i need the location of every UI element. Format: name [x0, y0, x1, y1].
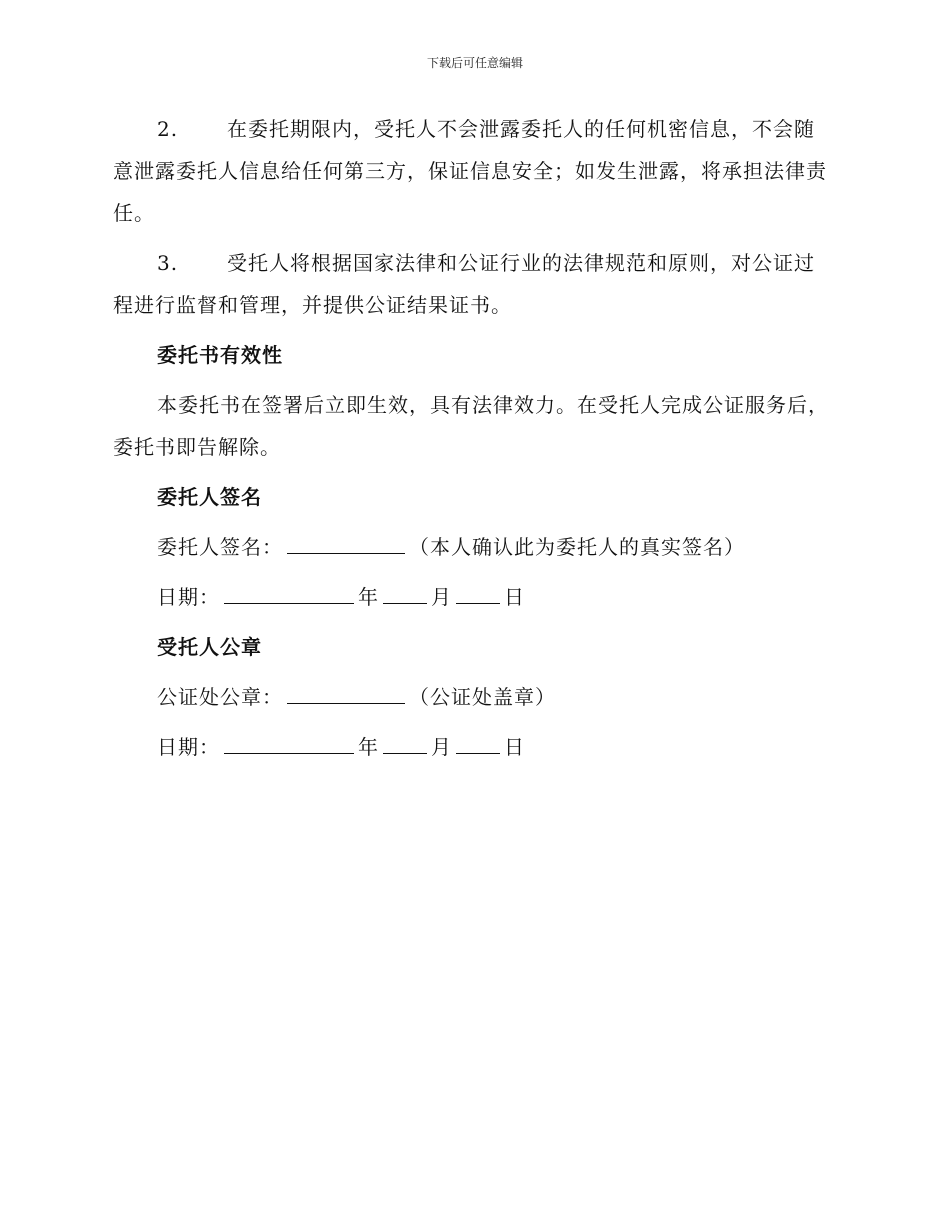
- month-blank[interactable]: [383, 581, 427, 604]
- day-label: 日: [504, 735, 525, 759]
- signature-label: 委托人签名：: [157, 535, 283, 559]
- date-label: 日期：: [157, 735, 220, 759]
- month-label: 月: [431, 735, 452, 759]
- validity-text: 本委托书在签署后立即生效，具有法律效力。在受托人完成公证服务后，委托书即告解除。: [113, 393, 829, 459]
- client-date-line: [113, 576, 835, 618]
- month-label: 月: [431, 585, 452, 609]
- clause-3: [113, 242, 835, 326]
- trustee-seal-line: [113, 676, 835, 718]
- client-signature-line: [113, 526, 835, 568]
- year-blank[interactable]: [224, 731, 354, 754]
- seal-label: 公证处公章：: [157, 685, 283, 709]
- clause-2: [113, 108, 835, 234]
- document-body: [113, 108, 835, 768]
- clause-text: 受托人将根据国家法律和公证行业的法律规范和原则，对公证过程进行监督和管理，并提供公证结果证书。: [113, 251, 815, 317]
- signature-blank[interactable]: [287, 531, 405, 554]
- day-blank[interactable]: [456, 731, 500, 754]
- page-header: 下载后可任意编辑: [426, 56, 523, 70]
- day-blank[interactable]: [456, 581, 500, 604]
- trustee-date-line: [113, 726, 835, 768]
- signature-note: （本人确认此为委托人的真实签名）: [409, 535, 745, 559]
- client-signature-heading: 委托人签名: [157, 485, 262, 509]
- year-label: 年: [358, 585, 379, 609]
- trustee-seal-heading: 受托人公章: [157, 635, 262, 659]
- clause-text: 在委托期限内，受托人不会泄露委托人的任何机密信息，不会随意泄露委托人信息给任何第三方，保证信息安全；如发生泄露，将承担法律责任。: [113, 117, 827, 225]
- clause-number: 2.: [157, 117, 179, 141]
- year-label: 年: [358, 735, 379, 759]
- day-label: 日: [504, 585, 525, 609]
- month-blank[interactable]: [383, 731, 427, 754]
- year-blank[interactable]: [224, 581, 354, 604]
- seal-blank[interactable]: [287, 681, 405, 704]
- validity-heading: 委托书有效性: [157, 343, 283, 367]
- date-label: 日期：: [157, 585, 220, 609]
- clause-number: 3.: [157, 251, 179, 275]
- seal-note: （公证处盖章）: [409, 685, 556, 709]
